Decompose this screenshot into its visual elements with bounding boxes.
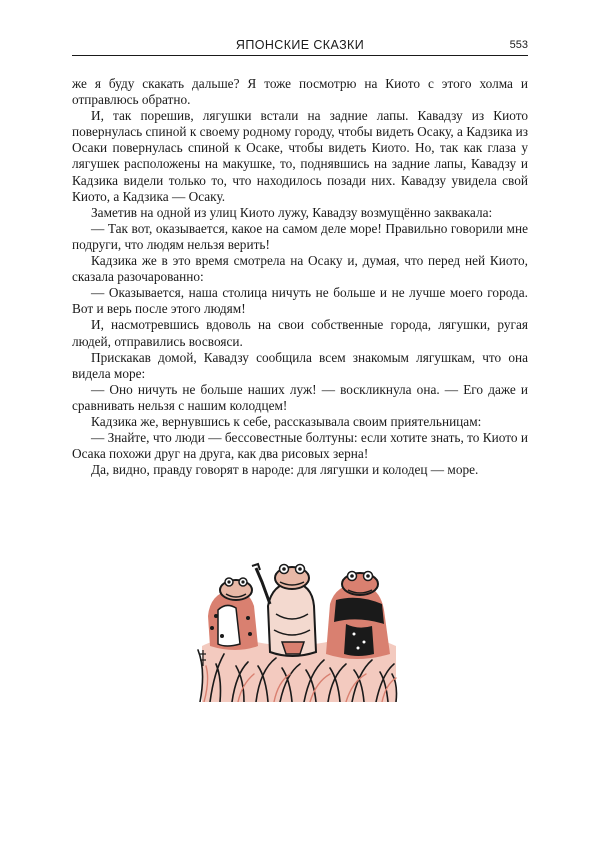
paragraph: Кадзика же в это время смотрела на Осаку и, думая, что перед ней Киото, сказала разочарованно:	[72, 253, 528, 285]
paragraph: же я буду скакать дальше? Я тоже посмотрю на Киото с этого холма и отправлюсь обратно.	[72, 76, 528, 108]
running-header	[72, 36, 528, 58]
paragraph: — Оно ничуть не больше наших луж! — воскликнула она. — Его даже и сравнивать нельзя с нашим колодцем!	[72, 381, 528, 413]
page-number: 553	[509, 39, 528, 51]
frogs-illustration-icon	[196, 554, 400, 702]
paragraph: И, так порешив, лягушки встали на задние лапы. Кавадзу из Киото повернулась спиной к своему родному городу, чтобы видеть Осаку, а Кадзика из Осаки повернулась спиной к Осаке, чтобы видеть Киото. Но, так как глаза у лягушек расположены на макушке, то, поднявшись на задние лапы, Кавадзу и Кадзика видели только то, что находилось позади них. Кавадзу увидела свой Киото, а Кадзика — Осаку.	[72, 108, 528, 204]
body-text	[72, 76, 528, 478]
paragraph: — Знайте, что люди — бессовестные болтуны: если хотите знать, то Киото и Осака похожи друг на друга, как два рисовых зерна!	[72, 430, 528, 462]
paragraph: Да, видно, правду говорят в народе: для лягушки и колодец — море.	[91, 462, 479, 478]
paragraph: Кадзика же, вернувшись к себе, рассказывала своим приятельницам:	[91, 413, 482, 429]
paragraph: И, насмотревшись вдоволь на свои собственные города, лягушки, ругая людей, отправились восвояси.	[72, 317, 528, 349]
paragraph: Заметив на одной из улиц Киото лужу, Кавадзу возмущённо заквакала:	[91, 204, 493, 220]
paragraph: — Оказывается, наша столица ничуть не больше и не лучше моего города. Вот и верь после этого людям!	[72, 285, 528, 317]
header-title: ЯПОНСКИЕ СКАЗКИ	[235, 38, 365, 52]
paragraph: Прискакав домой, Кавадзу сообщила всем знакомым лягушкам, что она видела море:	[72, 349, 528, 381]
header-rule	[72, 55, 528, 56]
paragraph: — Так вот, оказывается, какое на самом деле море! Правильно говорили мне подруги, что людям нельзя верить!	[72, 220, 528, 252]
